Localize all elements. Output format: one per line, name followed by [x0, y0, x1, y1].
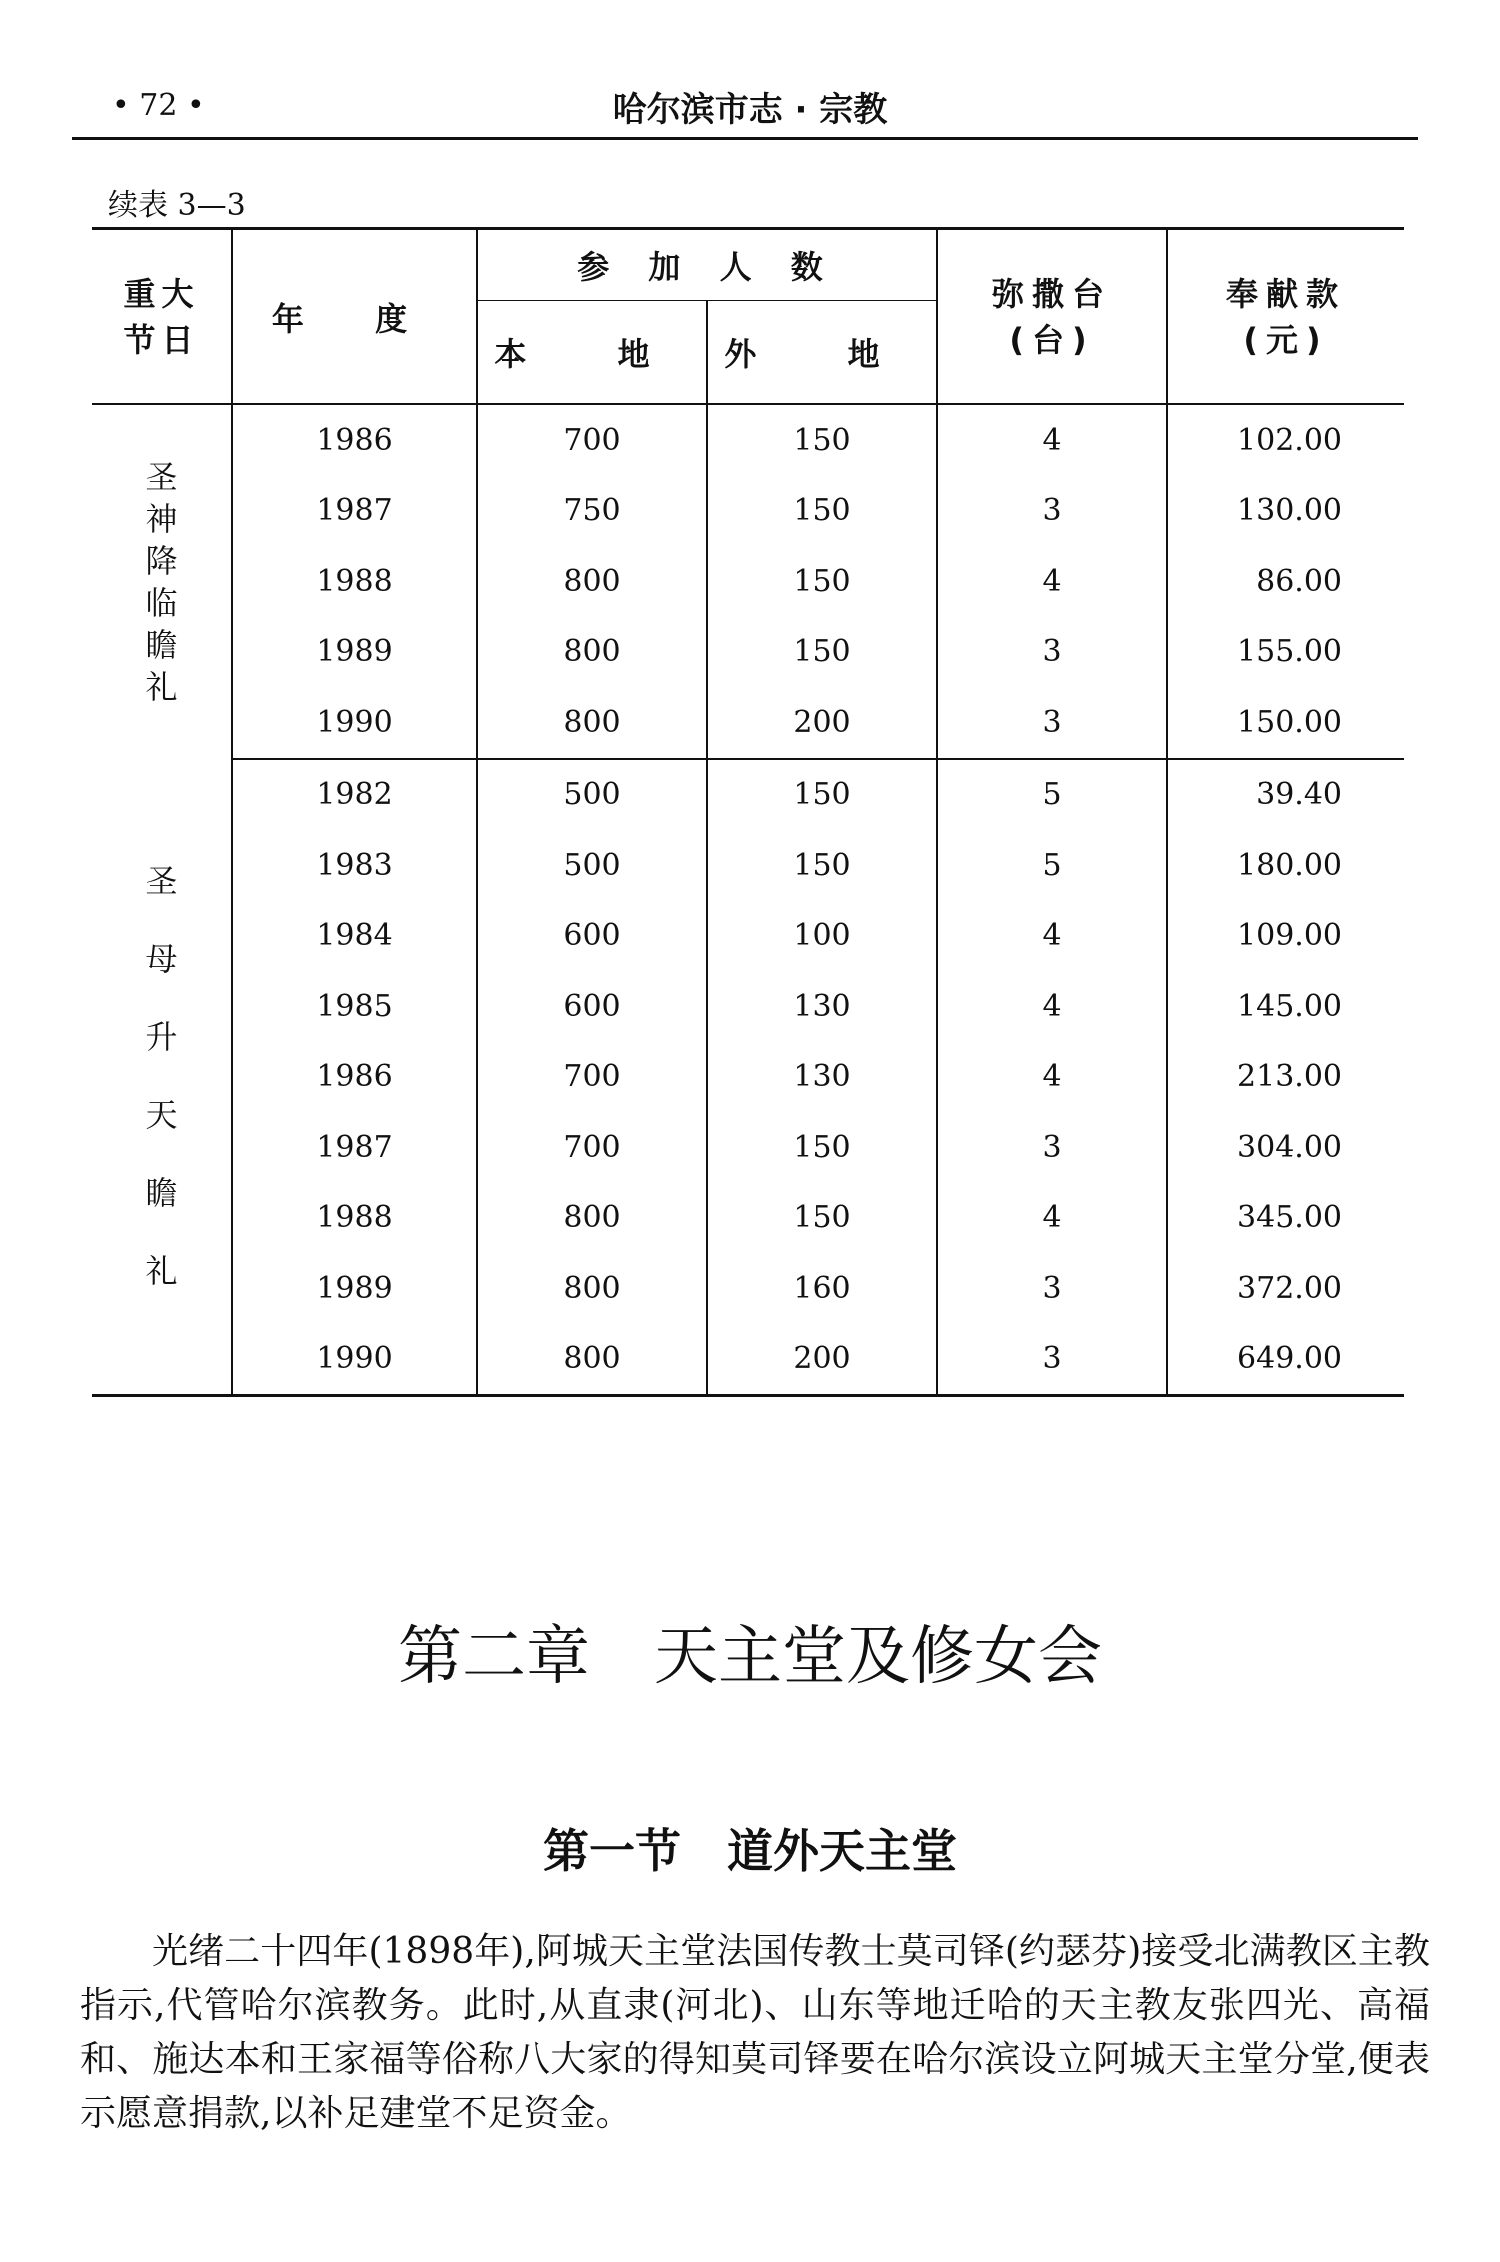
table-row: [92, 1183, 1404, 1254]
donation-cell: 145.00: [1237, 988, 1342, 1024]
outside-cell: 100: [707, 901, 937, 972]
masses-cell: 3: [937, 687, 1167, 759]
local-cell: 700: [477, 1112, 707, 1183]
year-cell: 1982: [232, 759, 477, 831]
body-paragraph: 光绪二十四年(1898年),阿城天主堂法国传教士莫司铎(约瑟芬)接受北满教区主教指示,代管哈尔滨教务。此时,从直隶(河北)、山东等地迁哈的天主教友张四光、高福和、施达本和王家福等俗称八大家的得知莫司铎要在哈尔滨设立阿城天主堂分堂,便表示愿意捐款,以补足建堂不足资金。: [80, 1931, 1430, 2134]
masses-cell: 3: [937, 617, 1167, 688]
donation-cell: 372.00: [1237, 1270, 1342, 1306]
donation-cell: 109.00: [1237, 918, 1342, 954]
outside-cell: 150: [707, 476, 937, 547]
local-cell: 800: [477, 1253, 707, 1324]
masses-cell: 5: [937, 830, 1167, 901]
data-table: [92, 227, 1404, 1397]
header-masses: 弥撒台 (台): [937, 229, 1167, 405]
masses-cell: 4: [937, 1042, 1167, 1113]
masses-cell: 3: [937, 476, 1167, 547]
table-row: [92, 1324, 1404, 1396]
outside-cell: 150: [707, 546, 937, 617]
year-cell: 1987: [232, 1112, 477, 1183]
masses-cell: 4: [937, 971, 1167, 1042]
header-outside: 外 地: [707, 301, 937, 405]
festival-name: 圣母升天瞻礼: [92, 759, 232, 1396]
outside-cell: 150: [707, 617, 937, 688]
local-cell: 800: [477, 546, 707, 617]
section-title: 第一节 道外天主堂: [543, 1824, 957, 1878]
outside-cell: 200: [707, 1324, 937, 1396]
local-cell: 800: [477, 1183, 707, 1254]
donation-cell: 345.00: [1237, 1200, 1342, 1236]
year-cell: 1984: [232, 901, 477, 972]
donation-cell: 180.00: [1237, 847, 1342, 883]
outside-cell: 150: [707, 759, 937, 831]
header-rule: [72, 137, 1418, 140]
year-cell: 1985: [232, 971, 477, 1042]
masses-cell: 3: [937, 1112, 1167, 1183]
donation-cell: 130.00: [1237, 493, 1342, 529]
donation-cell: 150.00: [1167, 687, 1404, 759]
outside-cell: 150: [707, 1112, 937, 1183]
header-year: 年 度: [232, 229, 477, 405]
donation-cell: 649.00: [1167, 1324, 1404, 1396]
header-local: 本 地: [477, 301, 707, 405]
masses-cell: 4: [937, 1183, 1167, 1254]
donation-cell: 304.00: [1237, 1129, 1342, 1165]
local-cell: 600: [477, 971, 707, 1042]
header-attendance: 参 加 人 数: [477, 229, 937, 301]
masses-cell: 3: [937, 1253, 1167, 1324]
local-cell: 500: [477, 830, 707, 901]
table-row: [92, 971, 1404, 1042]
year-cell: 1983: [232, 830, 477, 901]
page-number: • 72 •: [112, 88, 205, 123]
year-cell: 1990: [232, 1324, 477, 1396]
year-cell: 1989: [232, 1253, 477, 1324]
table-caption: 续表 3—3: [108, 188, 246, 223]
outside-cell: 150: [707, 404, 937, 476]
masses-cell: 4: [937, 546, 1167, 617]
header-donation: 奉献款 (元): [1167, 229, 1404, 405]
table-row: [92, 1253, 1404, 1324]
local-cell: 700: [477, 404, 707, 476]
masses-cell: 3: [937, 1324, 1167, 1396]
table-row: [92, 901, 1404, 972]
donation-cell: 213.00: [1237, 1059, 1342, 1095]
outside-cell: 150: [707, 830, 937, 901]
table-row: [92, 404, 1404, 476]
table-row: [92, 1112, 1404, 1183]
masses-cell: 5: [937, 759, 1167, 831]
running-title: 哈尔滨市志 · 宗教: [612, 90, 888, 130]
outside-cell: 150: [707, 1183, 937, 1254]
table-row: [92, 830, 1404, 901]
festival-name: 圣神降临瞻礼: [92, 404, 232, 759]
local-cell: 800: [477, 617, 707, 688]
chapter-title: 第二章 天主堂及修女会: [398, 1620, 1102, 1694]
masses-cell: 4: [937, 901, 1167, 972]
local-cell: 800: [477, 1324, 707, 1396]
year-cell: 1986: [232, 404, 477, 476]
local-cell: 800: [477, 687, 707, 759]
year-cell: 1987: [232, 476, 477, 547]
donation-cell: 102.00: [1237, 422, 1342, 458]
table-row: [92, 759, 1404, 831]
table-row: [92, 1042, 1404, 1113]
table-row: [92, 476, 1404, 547]
year-cell: 1990: [232, 687, 477, 759]
local-cell: 700: [477, 1042, 707, 1113]
local-cell: 600: [477, 901, 707, 972]
year-cell: 1988: [232, 1183, 477, 1254]
table-row: [92, 617, 1404, 688]
year-cell: 1986: [232, 1042, 477, 1113]
donation-cell: 86.00: [1256, 563, 1342, 599]
year-cell: 1989: [232, 617, 477, 688]
masses-cell: 4: [937, 404, 1167, 476]
year-cell: 1988: [232, 546, 477, 617]
donation-cell: 39.40: [1256, 777, 1342, 813]
donation-cell: 155.00: [1237, 634, 1342, 670]
outside-cell: 130: [707, 1042, 937, 1113]
table-row: [92, 546, 1404, 617]
table-row: [92, 687, 1404, 759]
outside-cell: 200: [707, 687, 937, 759]
outside-cell: 160: [707, 1253, 937, 1324]
outside-cell: 130: [707, 971, 937, 1042]
header-festival: 重大节日: [92, 229, 232, 405]
local-cell: 500: [477, 759, 707, 831]
local-cell: 750: [477, 476, 707, 547]
